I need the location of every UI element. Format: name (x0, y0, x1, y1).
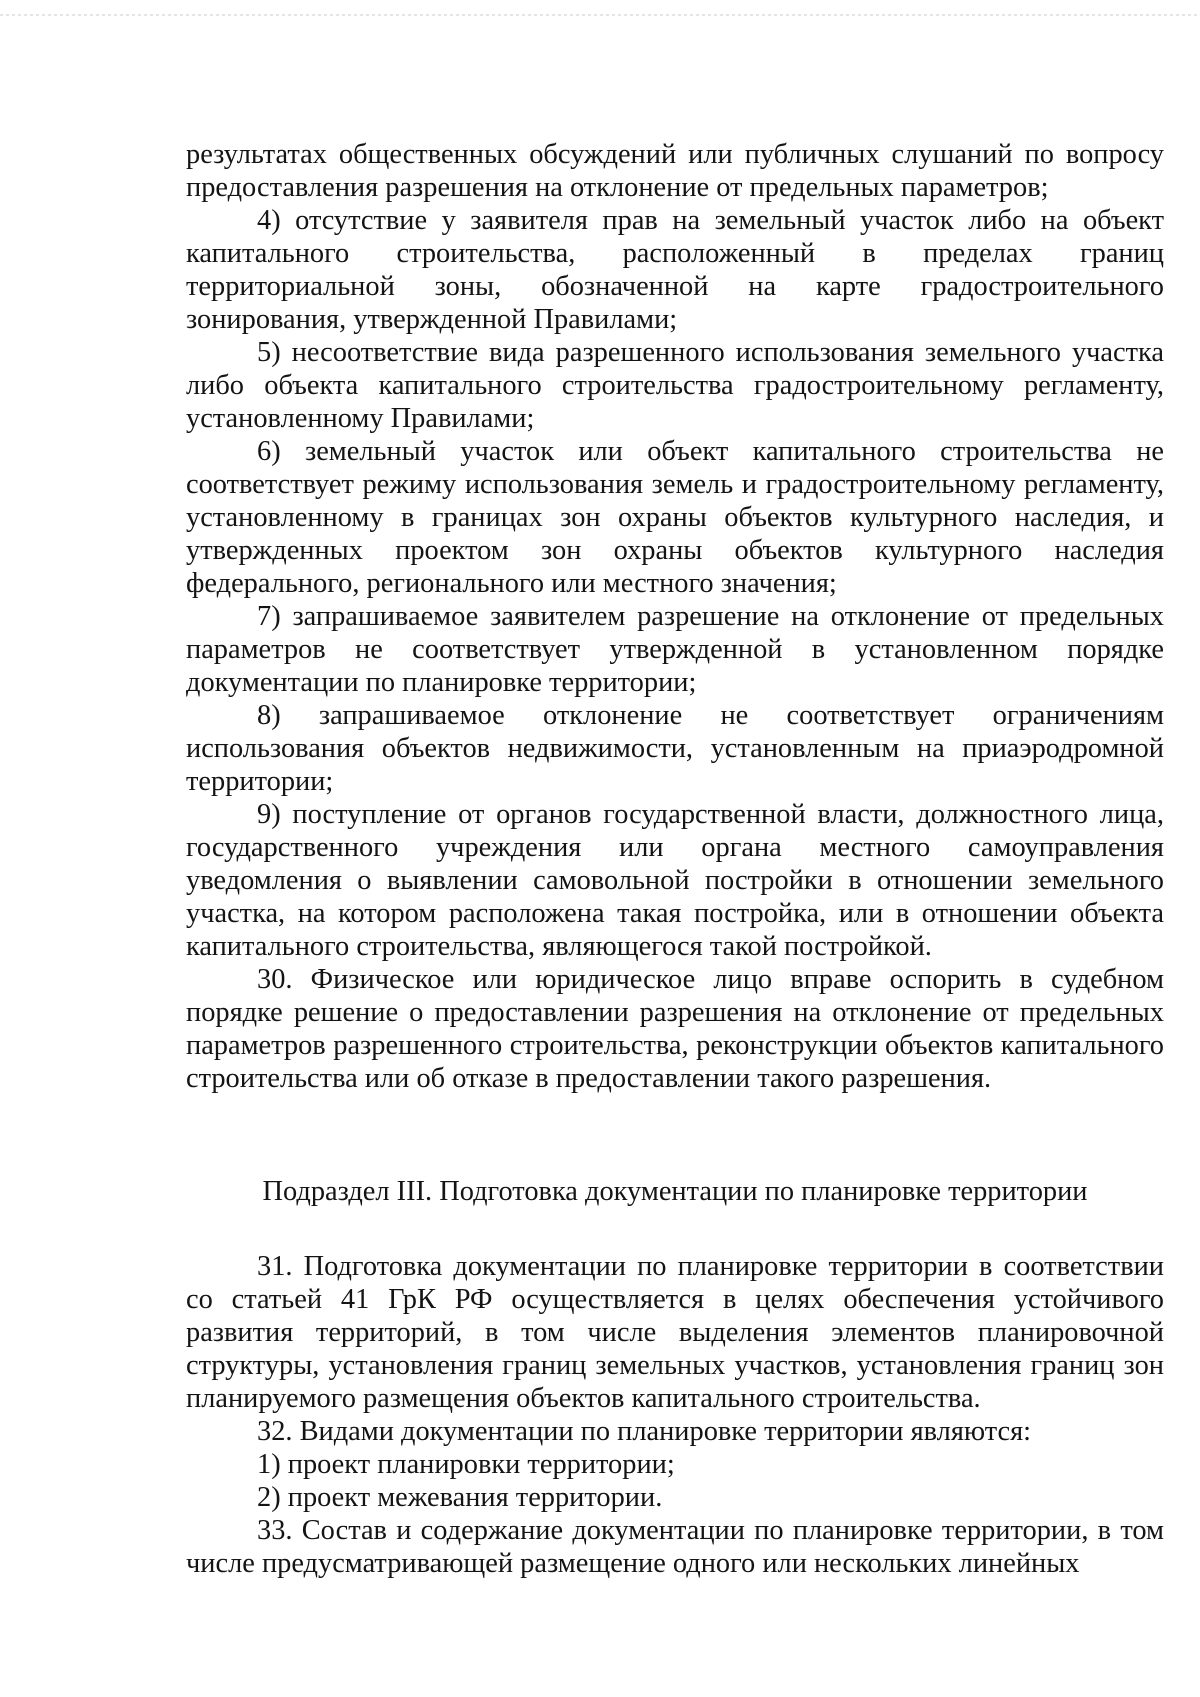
paragraph-clause-33: 33. Состав и содержание документации по планировке территории, в том числе предусматривающей размещение одного или нескольких линейных (186, 1515, 1164, 1579)
scan-edge-artifact (0, 14, 1200, 16)
paragraph-item-6: 6) земельный участок или объект капитального строительства не соответствует режиму использования земель и градостроительному регламенту, установленному в границах зон охраны объектов культурного наследия, и утвержденных проектом зон охраны объектов культурного наследия федерального, регионального или местного значения; (186, 436, 1164, 599)
paragraph-item-4: 4) отсутствие у заявителя прав на земельный участок либо на объект капитального строительства, расположенный в пределах границ территориальной зоны, обозначенной на карте градостроительного зонирования, утвержденной Правилами; (186, 205, 1164, 335)
paragraph-subitem-1: 1) проект планировки территории; (257, 1449, 675, 1480)
paragraph-item-7: 7) запрашиваемое заявителем разрешение на отклонение от предельных параметров не соответствует утвержденной в установленном порядке документации по планировке территории; (186, 601, 1164, 698)
paragraph-continuation: результатах общественных обсуждений или публичных слушаний по вопросу предоставления разрешения на отклонение от предельных параметров; (186, 139, 1164, 203)
paragraph-clause-31: 31. Подготовка документации по планировке территории в соответствии со статьей 41 ГрК РФ осуществляется в целях обеспечения устойчивого развития территорий, в том числе выделения элементов планировочной структуры, установления границ земельных участков, установления границ зон планируемого размещения объектов капитального строительства. (186, 1251, 1164, 1414)
paragraph-item-5: 5) несоответствие вида разрешенного использования земельного участка либо объекта капитального строительства градостроительному регламенту, установленному Правилами; (186, 337, 1164, 434)
paragraph-clause-32: 32. Видами документации по планировке территории являются: (257, 1416, 1032, 1447)
paragraph-item-8: 8) запрашиваемое отклонение не соответствует ограничениям использования объектов недвижимости, установленным на приаэродромной территории; (186, 700, 1164, 797)
paragraph-subitem-2: 2) проект межевания территории. (257, 1482, 663, 1513)
section-heading: Подраздел III. Подготовка документации по планировке территории (262, 1176, 1088, 1207)
paragraph-item-9: 9) поступление от органов государственной власти, должностного лица, государственного учреждения или органа местного самоуправления уведомления о выявлении самовольной постройки в отношении земельного участка, на котором расположена такая постройка, или в отношении объекта капитального строительства, являющегося такой постройкой. (186, 799, 1164, 962)
document-body (186, 138, 1164, 1580)
paragraph-clause-30: 30. Физическое или юридическое лицо вправе оспорить в судебном порядке решение о предоставлении разрешения на отклонение от предельных параметров разрешенного строительства, реконструкции объектов капитального строительства или об отказе в предоставлении такого разрешения. (186, 964, 1164, 1094)
